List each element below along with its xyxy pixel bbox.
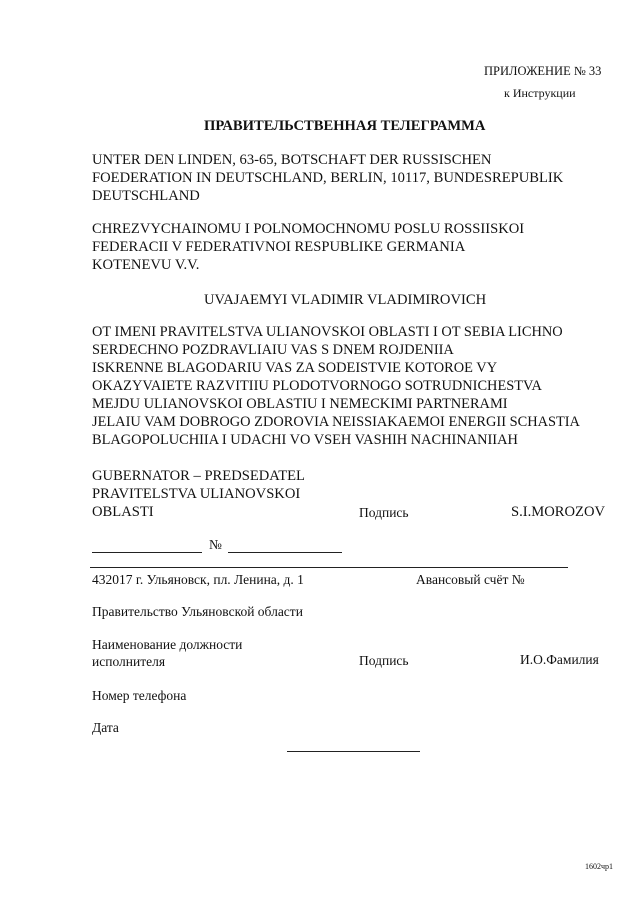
executor-position-label: Наименование должности <box>92 637 243 652</box>
separator-line <box>90 567 568 568</box>
document-title: ПРАВИТЕЛЬСТВЕННАЯ ТЕЛЕГРАММА <box>204 118 486 134</box>
appendix-label: ПРИЛОЖЕНИЕ № 33 <box>484 64 602 78</box>
message-line: BLAGOPOLUCHIIA I UDACHI VO VSEH VASHIH NACHINANIIAH <box>92 432 518 448</box>
advance-account-label: Авансовый счёт № <box>416 572 525 587</box>
page-code: 1602чр1 <box>585 862 614 871</box>
signatory-name: S.I.MOROZOV <box>511 504 606 520</box>
address-line: DEUTSCHLAND <box>92 188 200 204</box>
address-block <box>92 151 632 205</box>
recipient-block <box>92 220 632 274</box>
signature-label: Подпись <box>359 505 409 520</box>
number-blank-line <box>228 552 342 553</box>
address-line: FOEDERATION IN DEUTSCHLAND, BERLIN, 10117, BUNDESREPUBLIK <box>92 170 564 186</box>
position-line: OBLASTI <box>92 504 154 520</box>
executor-label: исполнителя <box>92 654 166 669</box>
message-line: OT IMENI PRAVITELSTVA ULIANOVSKOI OBLASTI I OT SEBIA LICHNO <box>92 324 563 340</box>
recipient-line: KOTENEVU V.V. <box>92 257 200 273</box>
message-line: MEJDU ULIANOVSKOI OBLASTIU I NEMECKIMI PARTNERAMI <box>92 396 508 412</box>
position-line: PRAVITELSTVA ULIANOVSKOI <box>92 486 301 502</box>
date-signature-line <box>287 751 420 752</box>
address-line: UNTER DEN LINDEN, 63-65, BOTSCHAFT DER RUSSISCHEN <box>92 152 492 168</box>
date-label: Дата <box>92 720 119 735</box>
salutation: UVAJAEMYI VLADIMIR VLADIMIROVICH <box>204 292 487 308</box>
number-sign: № <box>209 537 222 552</box>
message-line: JELAIU VAM DOBROGO ZDOROVIA NEISSIAKAEMOI ENERGII SCHASTIA <box>92 414 580 430</box>
sender-address: 432017 г. Ульяновск, пл. Ленина, д. 1 <box>92 572 304 587</box>
phone-label: Номер телефона <box>92 688 187 703</box>
government-label: Правительство Ульяновской области <box>92 604 303 619</box>
recipient-line: CHREZVYCHAINOMU I POLNOMOCHNOMU POSLU ROSSIISKOI <box>92 221 525 237</box>
recipient-line: FEDERACII V FEDERATIVNOI RESPUBLIKE GERMANIA <box>92 239 466 255</box>
instruction-label: к Инструкции <box>504 86 576 100</box>
message-line: OKAZYVAIETE RAZVITIIU PLODOTVORNOGO SOTRUDNICHESTVA <box>92 378 542 394</box>
date-blank-line <box>92 552 202 553</box>
message-line: SERDECHNO POZDRAVLIAIU VAS S DNEM ROJDENIIA <box>92 342 454 358</box>
position-line: GUBERNATOR – PREDSEDATEL <box>92 468 305 484</box>
message-body <box>92 323 632 449</box>
executor-fio-label: И.О.Фамилия <box>520 652 599 667</box>
executor-signature-label: Подпись <box>359 653 409 668</box>
message-line: ISKRENNE BLAGODARIU VAS ZA SODEISTVIE KOTOROE VY <box>92 360 498 376</box>
